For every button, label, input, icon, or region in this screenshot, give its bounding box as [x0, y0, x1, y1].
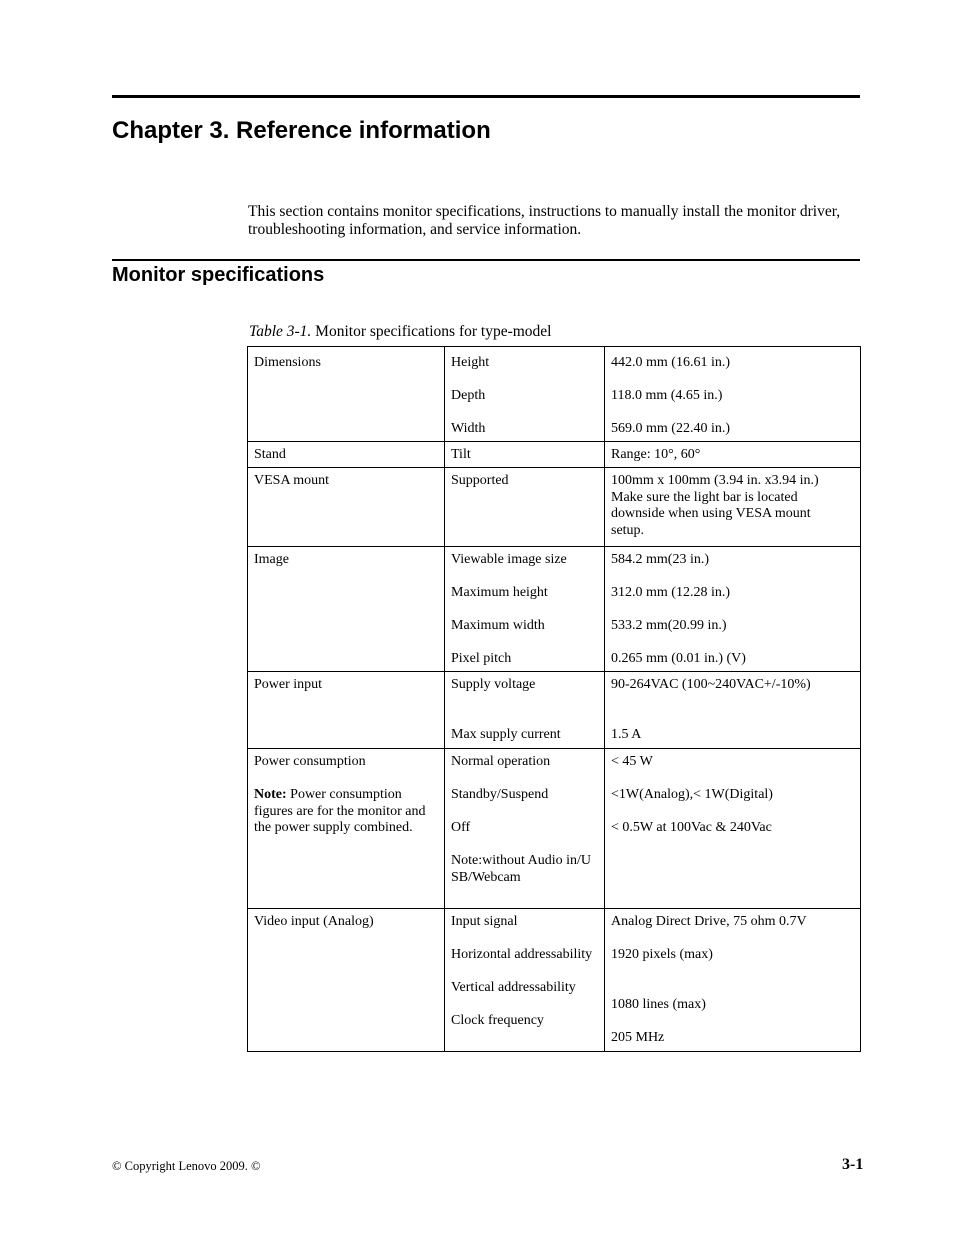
row-item: Supported [445, 468, 605, 547]
row-values [605, 547, 861, 672]
item: Supply voltage [451, 677, 536, 692]
table-row-stand [248, 442, 861, 468]
row-values [605, 909, 861, 1052]
item: Maximum width [451, 618, 545, 633]
item: Input signal [451, 914, 518, 929]
item: Standby/Suspend [451, 787, 549, 802]
item: Horizontal addressability [451, 947, 593, 962]
table-row-dimensions [248, 347, 861, 442]
monitor-spec-table [247, 346, 861, 1052]
row-items [445, 909, 605, 1052]
note-text: Power consumption figures are for the monitor and the power supply combined. [254, 787, 426, 835]
row-item: Tilt [445, 442, 605, 468]
row-label-cell [248, 749, 445, 909]
row-items [445, 547, 605, 672]
row-label: Video input (Analog) [248, 909, 445, 1052]
intro-paragraph: This section contains monitor specifications, instructions to manually install the monitor driver, troubleshooting information, and service information. [248, 203, 841, 238]
row-value: Range: 10°, 60° [605, 442, 861, 468]
value: 312.0 mm (12.28 in.) [611, 585, 730, 600]
table-caption-number: Table 3-1. [249, 323, 312, 340]
value: 1.5 A [611, 726, 642, 742]
table-row-power-input [248, 672, 861, 749]
row-values [605, 672, 861, 749]
page-number: 3-1 [842, 1156, 864, 1173]
row-items [445, 749, 605, 909]
value: 1080 lines (max) [611, 996, 706, 1012]
row-label: Power consumption [254, 754, 366, 769]
item: Normal operation [451, 754, 551, 769]
row-label: Image [248, 547, 445, 672]
table-row-video-input [248, 909, 861, 1052]
row-label: VESA mount [248, 468, 445, 547]
note-label: Note: [254, 787, 287, 802]
item: Height [451, 355, 490, 370]
row-value: 100mm x 100mm (3.94 in. x3.94 in.) Make sure the light bar is located downside when using VESA mount setup. [605, 468, 861, 547]
value: Analog Direct Drive, 75 ohm 0.7V [611, 914, 807, 929]
table-caption-text: Monitor specifications for type-model [311, 323, 552, 340]
section-rule [112, 259, 860, 261]
row-label: Stand [248, 442, 445, 468]
row-values [605, 749, 861, 909]
table-row-image [248, 547, 861, 672]
value: 569.0 mm (22.40 in.) [611, 421, 730, 436]
item: Viewable image size [451, 552, 567, 567]
item: Pixel pitch [451, 651, 512, 666]
note [254, 787, 425, 835]
table-row-vesa [248, 468, 861, 547]
value: <1W(Analog),< 1W(Digital) [611, 787, 773, 802]
section-title: Monitor specifications [112, 264, 325, 286]
chapter-top-rule [112, 95, 860, 98]
value: 533.2 mm(20.99 in.) [611, 618, 727, 633]
item: Clock frequency [451, 1013, 544, 1028]
item: Note:without Audio in/USB/Webcam [451, 853, 591, 885]
value: 0.265 mm (0.01 in.) (V) [611, 651, 746, 666]
item: Maximum height [451, 585, 548, 600]
copyright-footer: © Copyright Lenovo 2009. © [112, 1159, 261, 1173]
item: Max supply current [451, 726, 561, 742]
chapter-title: Chapter 3. Reference information [112, 117, 491, 144]
table-row-power-consumption [248, 749, 861, 909]
value: 90-264VAC (100~240VAC+/-10%) [611, 677, 811, 692]
value: < 45 W [611, 754, 653, 769]
value: 584.2 mm(23 in.) [611, 552, 709, 567]
row-label: Power input [248, 672, 445, 749]
row-items [445, 672, 605, 749]
value: 1920 pixels (max) [611, 947, 713, 962]
item: Off [451, 820, 471, 835]
value: 118.0 mm (4.65 in.) [611, 388, 723, 403]
row-items [445, 347, 605, 442]
item: Width [451, 421, 486, 436]
item: Vertical addressability [451, 980, 576, 995]
value: 205 MHz [611, 1029, 665, 1045]
value: 442.0 mm (16.61 in.) [611, 355, 730, 370]
value: < 0.5W at 100Vac & 240Vac [611, 820, 772, 835]
table-caption [249, 323, 552, 341]
item: Depth [451, 388, 486, 403]
row-label: Dimensions [248, 347, 445, 442]
row-values [605, 347, 861, 442]
